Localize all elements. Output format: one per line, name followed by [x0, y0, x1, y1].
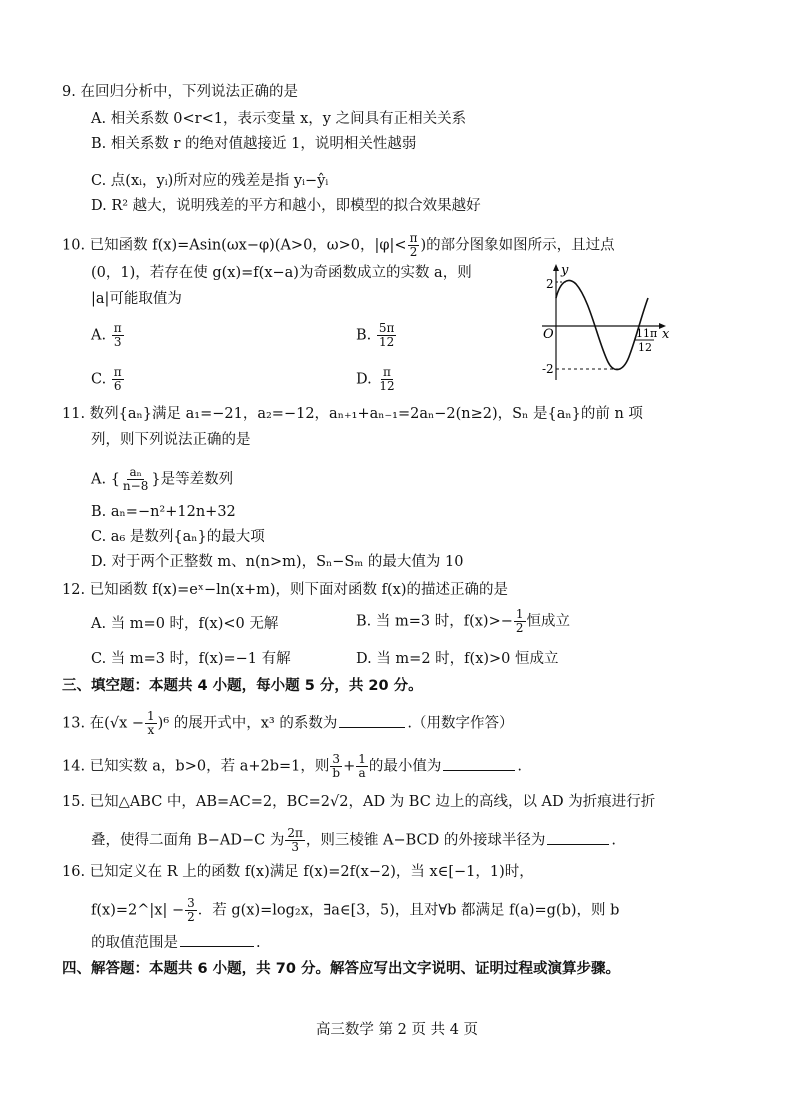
q11-option-a: A. { $\frac{\text{aₙ}}{n-8}$ }是等差数列	[91, 465, 234, 493]
x-tick-num: 11π	[636, 327, 658, 340]
y-axis-arrow	[553, 264, 559, 271]
q10-option-c: C. $\frac{\pi}{6}$	[91, 365, 122, 393]
q10-option-d: D. $\frac{\pi}{12}$	[356, 365, 395, 393]
q11-stem-2: 列，则下列说法正确的是	[91, 432, 251, 448]
q10-option-a: A. $\frac{\pi}{3}$	[91, 321, 122, 349]
q10-stem-fraction: $\frac{\pi}{2}$	[409, 231, 418, 259]
x-axis-label: x	[662, 327, 670, 342]
q16-line1: 16. 已知定义在 R 上的函数 f(x)满足 f(x)=2f(x−2)，当 x∈[−1，1)时，	[62, 864, 534, 880]
section-3-heading: 三、填空题：本题共 4 小题，每小题 5 分，共 20 分。	[62, 678, 423, 694]
q12-stem: 12. 已知函数 f(x)=eˣ−ln(x+m)，则下面对函数 f(x)的描述正确的是	[62, 582, 508, 598]
q10-stem-a: 10. 已知函数 f(x)=Asin(ωx−φ)(A>0，ω>0，|φ|<	[62, 237, 407, 254]
q9-option-b: B. 相关系数 r 的绝对值越接近 1，说明相关性越弱	[91, 136, 417, 152]
q11-stem: 11. 数列{aₙ}满足 a₁=−21，a₂=−12，aₙ₊₁+aₙ₋₁=2aₙ−2(n≥2)，Sₙ 是{aₙ}的前 n 项	[62, 406, 643, 422]
q12-option-b: B. 当 m=3 时，f(x)>− $\frac{1}{2}$ 恒成立	[356, 607, 571, 635]
q10-stem	[62, 232, 615, 259]
q14-answer-blank[interactable]	[443, 756, 515, 771]
y-max-label: 2	[546, 277, 554, 291]
q15-line1: 15. 已知△ABC 中，AB=AC=2，BC=2√2，AD 为 BC 边上的高线，以 AD 为折痕进行折	[62, 794, 656, 810]
q16-answer-blank[interactable]	[180, 932, 254, 947]
q10-stem-b: )的部分图象如图所示，且过点	[420, 237, 615, 254]
q12-option-d: D. 当 m=2 时，f(x)>0 恒成立	[356, 651, 559, 667]
q9-option-c: C. 点(xᵢ，yᵢ)所对应的残差是指 yᵢ−ŷᵢ	[91, 173, 329, 189]
q12-option-c: C. 当 m=3 时，f(x)=−1 有解	[91, 651, 291, 667]
q11-option-c: C. a₆ 是数列{aₙ}的最大项	[91, 529, 265, 545]
q12-option-a: A. 当 m=0 时，f(x)<0 无解	[91, 616, 279, 632]
q15-line2: 叠，使得二面角 B−AD−C 为 $\frac{2\pi}{3}$ ，则三棱锥 A−BCD 的外接球半径为 .	[91, 826, 616, 854]
q9-option-d: D. R² 越大，说明残差的平方和越小，即模型的拟合效果越好	[91, 198, 481, 214]
q10-line3: |a|可能取值为	[91, 291, 182, 307]
q10-line2: (0，1)，若存在使 g(x)=f(x−a)为奇函数成立的实数 a，则	[91, 265, 472, 281]
q16-line2: f(x)=2^|x| − $\frac{3}{2}$ ．若 g(x)=log₂x，∃a∈[3，5)，且对∀b 都满足 f(a)=g(b)，则 b	[91, 896, 620, 924]
q10-sine-graph	[532, 262, 676, 384]
q11-option-d: D. 对于两个正整数 m、n(n>m)，Sₙ−Sₘ 的最大值为 10	[91, 554, 464, 570]
q11-option-b: B. aₙ=−n²+12n+32	[91, 504, 236, 520]
y-min-label: -2	[542, 362, 554, 376]
section-4-heading: 四、解答题：本题共 6 小题，共 70 分。解答应写出文字说明、证明过程或演算步骤。	[62, 961, 620, 977]
q16-line3: 的取值范围是 .	[91, 932, 261, 952]
q14: 14. 已知实数 a，b>0，若 a+2b=1，则 $\frac{3}{b}$ + $\frac{1}{a}$ 的最小值为 .	[62, 752, 522, 780]
origin-label: O	[543, 327, 554, 342]
q13: 13. 在(√x − $\frac{1}{x}$ )⁶ 的展开式中，x³ 的系数为 .（用数字作答）	[62, 709, 514, 737]
page-footer: 高三数学 第 2 页 共 4 页	[315, 1022, 479, 1038]
q10-option-b: B. $\frac{5\pi}{12}$	[356, 321, 395, 349]
sine-curve	[556, 280, 648, 369]
y-axis-label: y	[561, 263, 569, 278]
q13-answer-blank[interactable]	[339, 713, 405, 728]
q15-answer-blank[interactable]	[547, 830, 609, 845]
x-tick-den: 12	[638, 341, 652, 354]
q9-option-a: A. 相关系数 0<r<1，表示变量 x，y 之间具有正相关关系	[91, 111, 467, 127]
q9-stem: 9. 在回归分析中，下列说法正确的是	[62, 84, 298, 100]
